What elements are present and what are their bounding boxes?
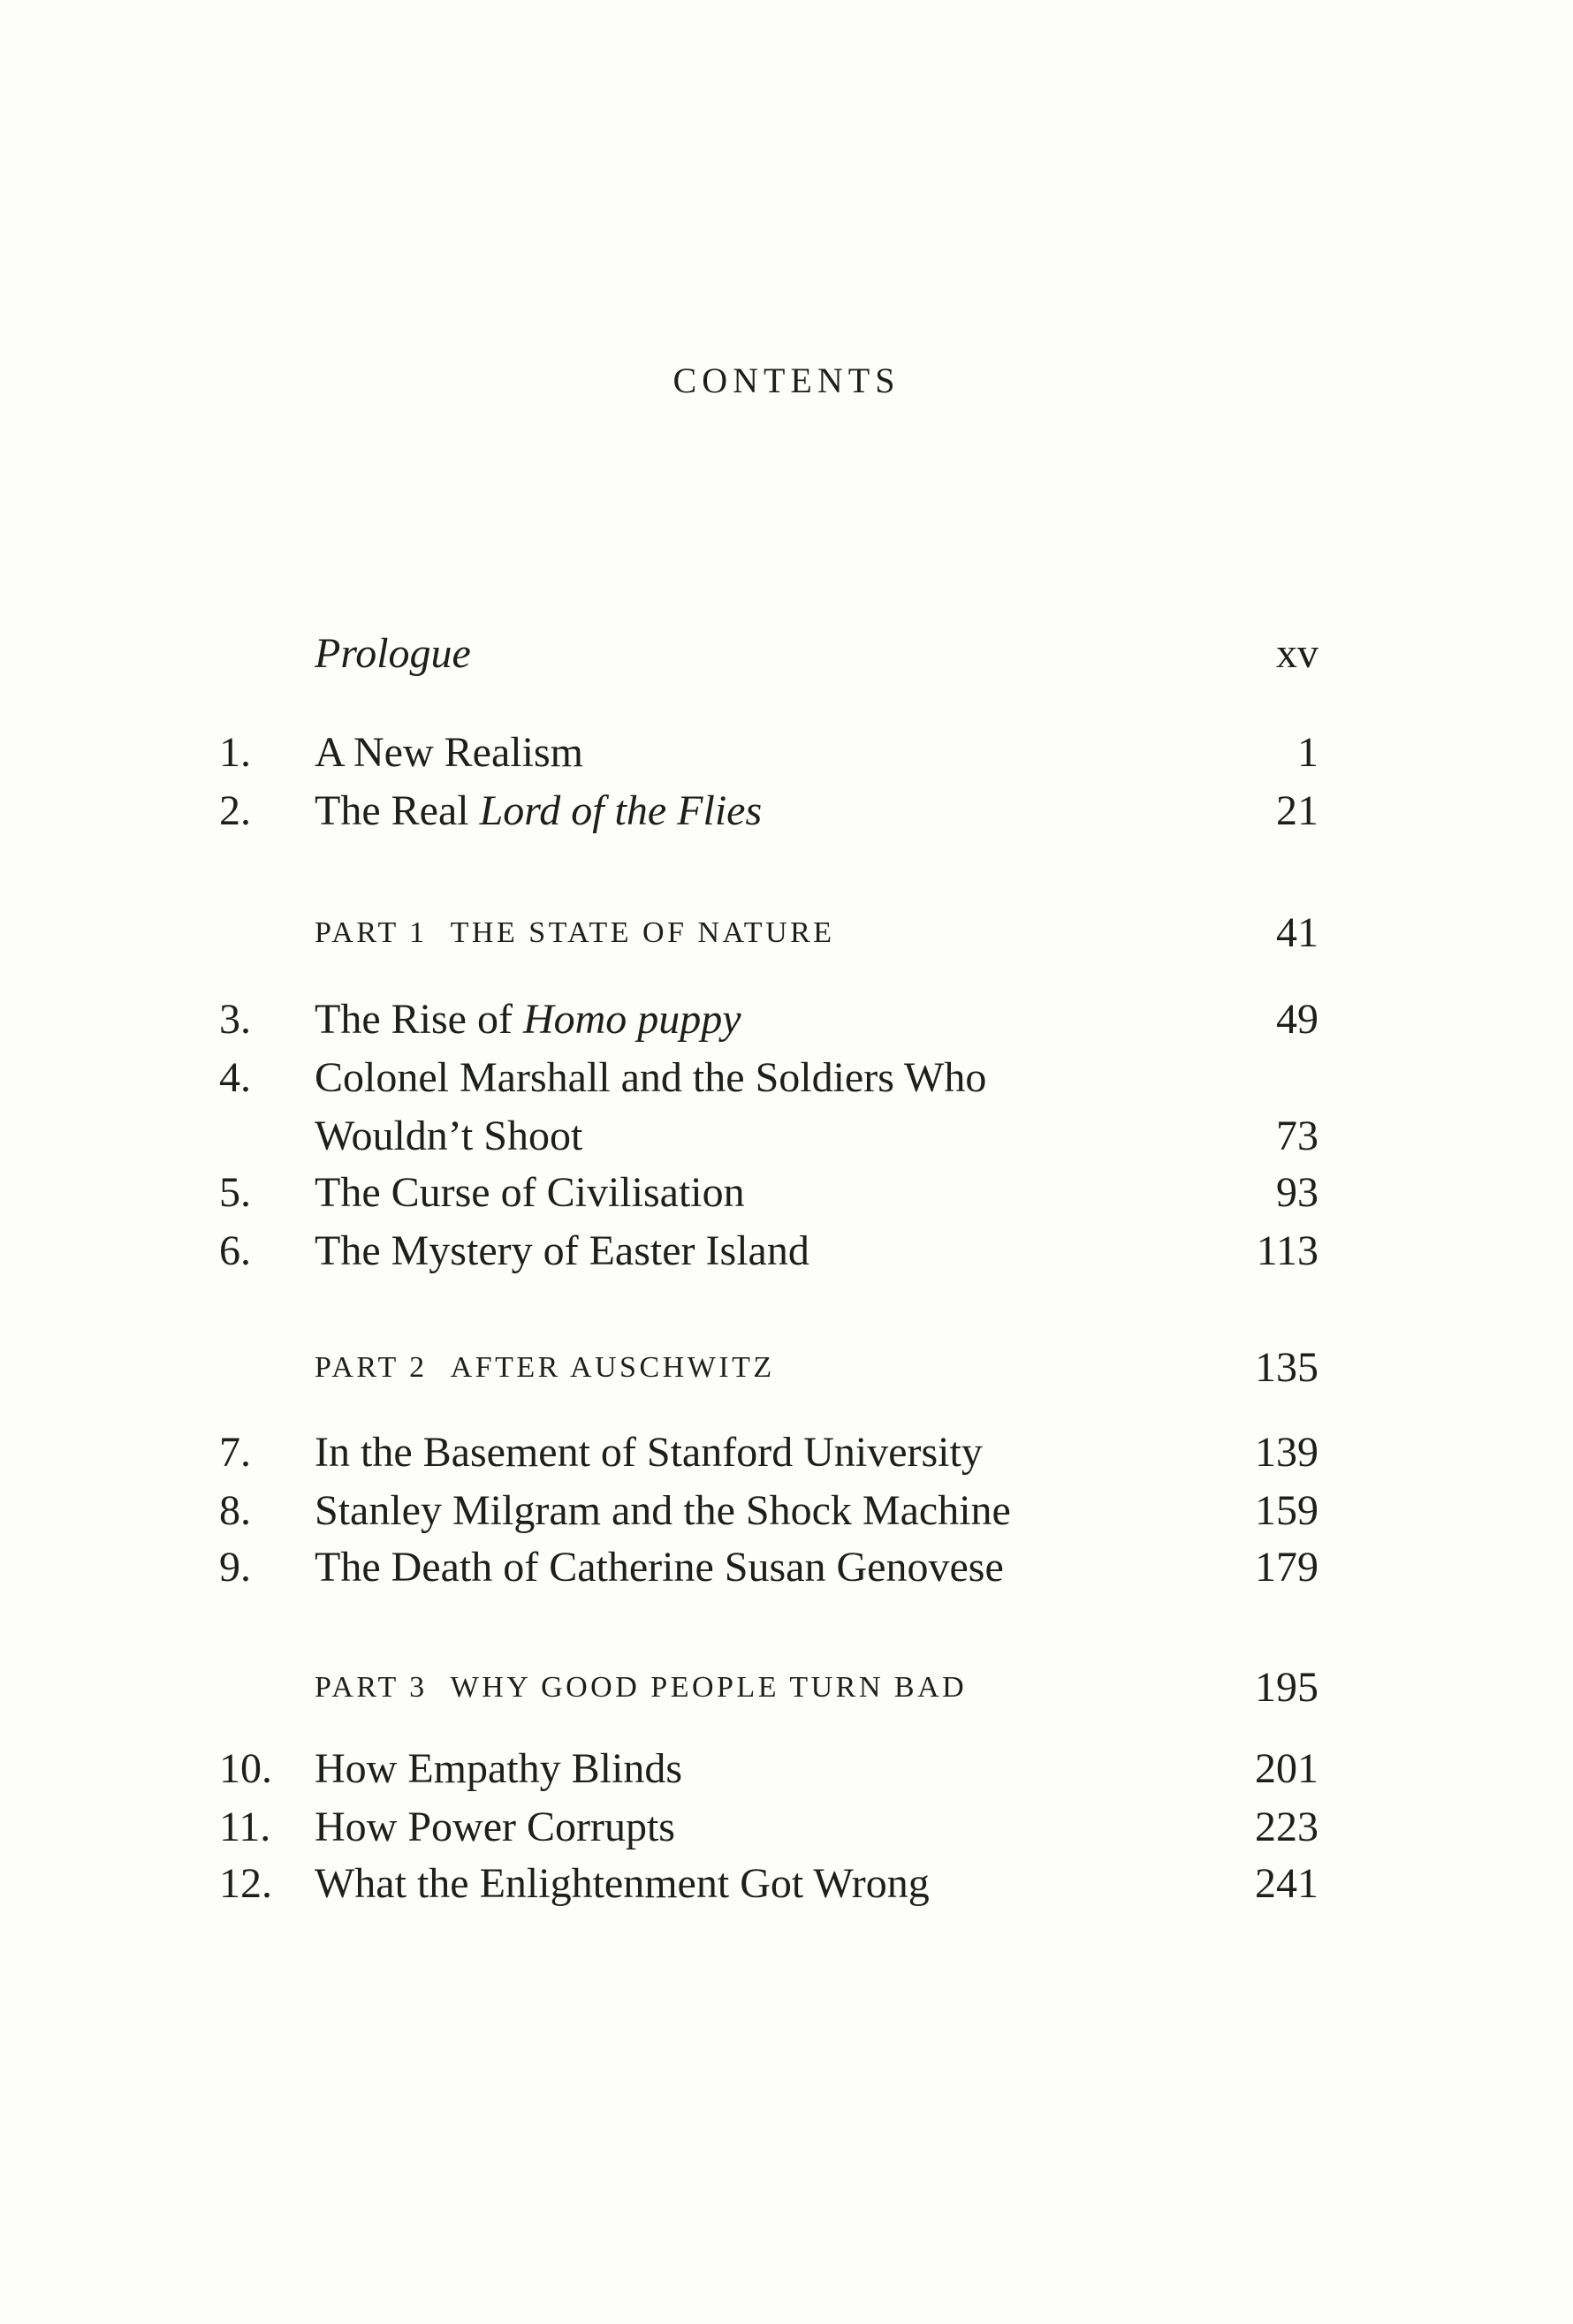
toc-entry-chapter-12: [0, 1856, 1573, 1912]
entry-title: How Power Corrupts: [315, 1804, 675, 1850]
toc-entry-chapter-7: [0, 1424, 1573, 1481]
entry-number: 3.: [219, 996, 251, 1043]
entry-page: 139: [1255, 1429, 1318, 1476]
toc-entry-chapter-6: [0, 1223, 1573, 1280]
entry-title-line-2: Wouldn’t Shoot: [315, 1113, 583, 1159]
entry-page: 113: [1256, 1227, 1318, 1274]
entry-number: 9.: [219, 1544, 251, 1591]
entry-number: 10.: [219, 1745, 272, 1792]
entry-page: 73: [1276, 1113, 1318, 1159]
entry-number: 1.: [219, 729, 251, 776]
entry-title: Stanley Milgram and the Shock Machine: [315, 1487, 1011, 1534]
entry-page: 179: [1255, 1544, 1318, 1591]
entry-page: 93: [1276, 1169, 1318, 1216]
entry-title-line-1: Colonel Marshall and the Soldiers Who: [315, 1054, 987, 1101]
entry-page: 241: [1255, 1860, 1318, 1907]
part-name: THE STATE OF NATURE: [450, 916, 835, 949]
entry-title: The Death of Catherine Susan Genovese: [315, 1544, 1004, 1591]
toc-part-1: [0, 905, 1573, 961]
entry-title: [315, 783, 762, 839]
entry-title: Prologue: [315, 630, 471, 677]
part-label: PART 3: [315, 1671, 428, 1704]
entry-title-italic: Homo puppy: [522, 996, 741, 1043]
contents-heading: CONTENTS: [673, 361, 900, 400]
toc-part-2: [0, 1340, 1573, 1396]
part-heading: [315, 905, 835, 961]
toc-entry-chapter-4-continued: [0, 1108, 1573, 1165]
toc-entry-chapter-9: [0, 1539, 1573, 1596]
entry-title: [315, 991, 741, 1048]
toc-entry-chapter-8: [0, 1483, 1573, 1539]
entry-title-plain: The Real: [315, 787, 480, 834]
entry-page: 201: [1255, 1745, 1318, 1792]
entry-page: 21: [1276, 787, 1318, 834]
part-label: PART 2: [315, 1351, 428, 1384]
entry-title: The Mystery of Easter Island: [315, 1227, 809, 1274]
entry-number: 6.: [219, 1227, 251, 1274]
entry-page: 41: [1276, 909, 1318, 956]
toc-entry-chapter-1: [0, 725, 1573, 781]
toc-entry-prologue: [0, 626, 1573, 682]
toc-entry-chapter-3: [0, 991, 1573, 1048]
part-name: WHY GOOD PEOPLE TURN BAD: [450, 1671, 968, 1704]
entry-number: 4.: [219, 1054, 251, 1101]
part-heading: [315, 1340, 775, 1396]
entry-title: The Curse of Civilisation: [315, 1169, 745, 1216]
entry-number: 8.: [219, 1487, 251, 1534]
part-name: AFTER AUSCHWITZ: [450, 1351, 775, 1384]
toc-entry-chapter-5: [0, 1165, 1573, 1221]
entry-page: 135: [1255, 1344, 1318, 1391]
entry-page: 1: [1297, 729, 1318, 776]
entry-page: xv: [1276, 630, 1318, 677]
entry-title-plain: The Rise of: [315, 996, 523, 1043]
entry-page: 195: [1255, 1664, 1318, 1711]
entry-page: 49: [1276, 996, 1318, 1043]
entry-number: 2.: [219, 787, 251, 834]
part-heading: [315, 1659, 967, 1716]
entry-page: 223: [1255, 1804, 1318, 1850]
toc-entry-chapter-2: [0, 783, 1573, 839]
toc-entry-chapter-10: [0, 1741, 1573, 1797]
entry-number: 5.: [219, 1169, 251, 1216]
entry-title: A New Realism: [315, 729, 583, 776]
entry-title: What the Enlightenment Got Wrong: [315, 1860, 930, 1907]
entry-title-italic: Lord of the Flies: [479, 787, 763, 834]
entry-number: 11.: [219, 1804, 271, 1850]
toc-entry-chapter-4: [0, 1050, 1573, 1106]
toc-entry-chapter-11: [0, 1799, 1573, 1856]
entry-page: 159: [1255, 1487, 1318, 1534]
entry-title: In the Basement of Stanford University: [315, 1429, 983, 1476]
entry-number: 7.: [219, 1429, 251, 1476]
toc-part-3: [0, 1659, 1573, 1716]
part-label: PART 1: [315, 916, 428, 949]
entry-title: How Empathy Blinds: [315, 1745, 682, 1792]
entry-number: 12.: [219, 1860, 272, 1907]
